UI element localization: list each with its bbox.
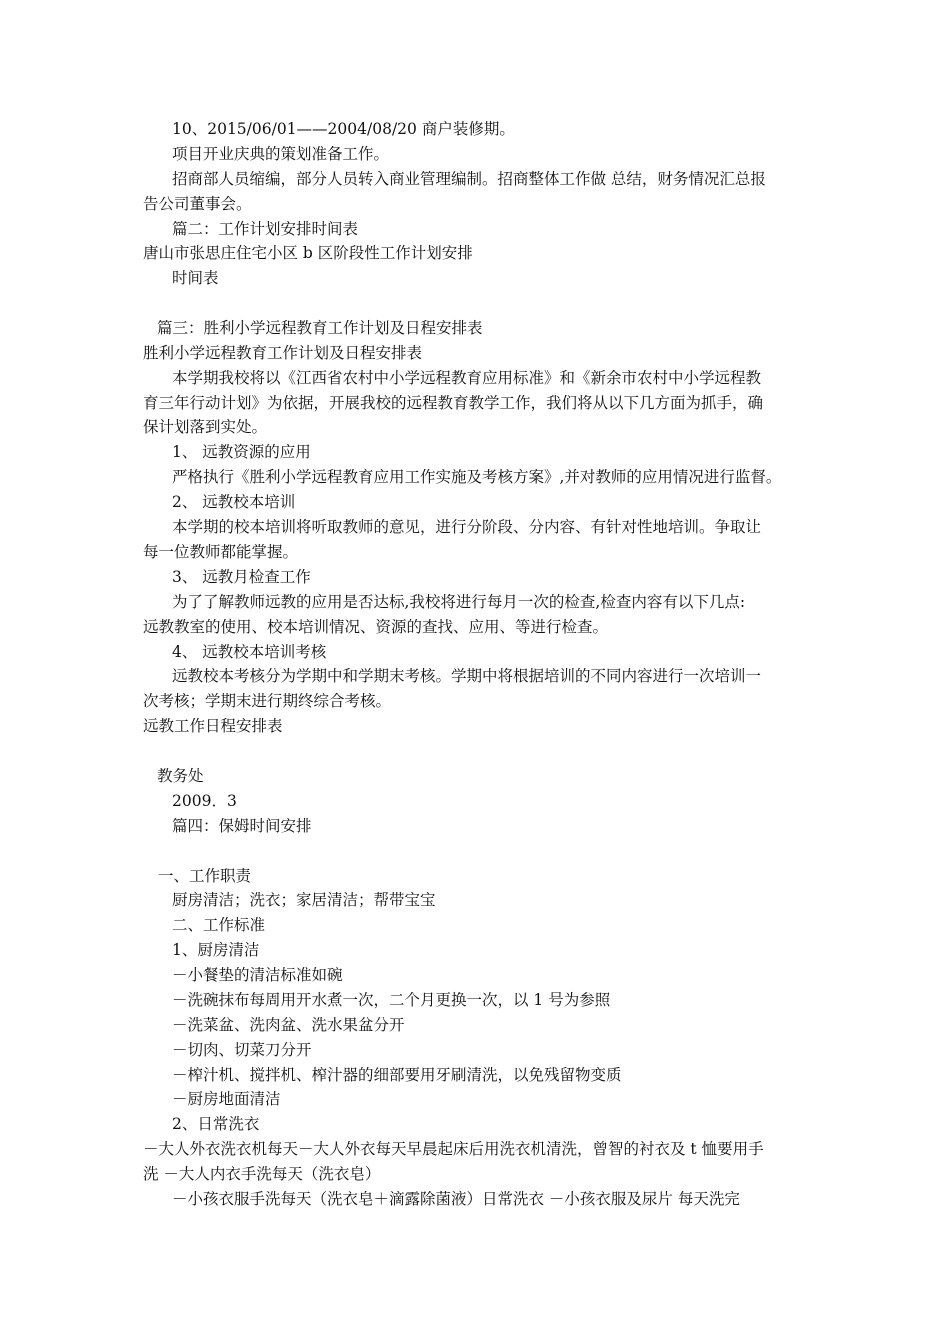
- list-item: －榨汁机、搅拌机、榨汁器的细部要用牙刷清洗，以免残留物变质: [172, 1066, 622, 1084]
- text-line: 2、日常洗衣: [172, 1115, 260, 1133]
- text-line: 本学期的校本培训将听取教师的意见，进行分阶段、分内容、有针对性地培训。争取让: [172, 518, 762, 536]
- text-line: 保计划落到实处。: [143, 418, 268, 436]
- list-item: －洗碗抹布每周用开水煮一次，二个月更换一次，以 1 号为参照: [172, 991, 611, 1009]
- list-item: －厨房地面清洁: [172, 1090, 281, 1108]
- list-item: 2、 远教校本培训: [172, 493, 296, 511]
- text-line: 教务处: [157, 767, 204, 785]
- list-item: 1、 远教资源的应用: [172, 443, 311, 461]
- text-line: 2009．3: [172, 792, 237, 810]
- text-line: －小孩衣服手洗每天（洗衣皂＋滴露除菌液）日常洗衣 －小孩衣服及尿片 每天洗完: [172, 1190, 740, 1208]
- text-line: 远教校本考核分为学期中和学期末考核。学期中将根据培训的不同内容进行一次培训一: [172, 667, 762, 685]
- text-line: 一、工作职责: [158, 867, 252, 885]
- text-line: 育三年行动计划》为依据，开展我校的远程教育教学工作，我们将从以下几方面为抓手，确: [143, 394, 764, 412]
- text-line: 为了了解教师远教的应用是否达标,我校将进行每月一次的检查,检查内容有以下几点:: [172, 593, 746, 611]
- text-line: 10、2015/06/01——2004/08/20 商户装修期。: [172, 120, 515, 138]
- text-line: 项目开业庆典的策划准备工作。: [172, 145, 390, 163]
- text-line: 每一位教师都能掌握。: [143, 543, 299, 561]
- text-line: 二、工作标准: [172, 916, 266, 934]
- text-line: 时间表: [172, 269, 219, 287]
- section-heading: 篇二：工作计划安排时间表: [172, 220, 359, 238]
- text-line: 次考核；学期末进行期终综合考核。: [143, 692, 392, 710]
- text-line: －大人外衣洗衣机每天－大人外衣每天早晨起床后用洗衣机清洗，曾智的衬衣及 t 恤要用手: [143, 1140, 764, 1158]
- text-line: 厨房清洁；洗衣；家居清洁；帮带宝宝: [172, 891, 436, 909]
- text-line: 1、厨房清洁: [172, 941, 260, 959]
- list-item: －切肉、切菜刀分开: [172, 1041, 312, 1059]
- text-line: 胜利小学远程教育工作计划及日程安排表: [143, 344, 423, 362]
- list-item: －小餐垫的清洁标准如碗: [172, 966, 343, 984]
- text-line: 唐山市张思庄住宅小区 b 区阶段性工作计划安排: [143, 244, 473, 262]
- text-line: 洗 －大人内衣手洗每天（洗衣皂）: [143, 1165, 381, 1183]
- text-line: 告公司董事会。: [143, 195, 252, 213]
- text-line: 严格执行《胜利小学远程教育应用工作实施及考核方案》,并对教师的应用情况进行监督。: [172, 468, 782, 486]
- section-heading: 篇四：保姆时间安排: [172, 817, 312, 835]
- text-line: 招商部人员缩编，部分人员转入商业管理编制。招商整体工作做 总结，财务情况汇总报: [172, 170, 766, 188]
- list-item: 3、 远教月检查工作: [172, 568, 311, 586]
- list-item: －洗菜盆、洗肉盆、洗水果盆分开: [172, 1016, 405, 1034]
- text-line: 远教工作日程安排表: [143, 717, 283, 735]
- text-line: 本学期我校将以《江西省农村中小学远程教育应用标准》和《新余市农村中小学远程教: [172, 369, 762, 387]
- list-item: 4、 远教校本培训考核: [172, 643, 327, 661]
- text-line: 远教教室的使用、校本培训情况、资源的查找、应用、等进行检查。: [143, 618, 609, 636]
- section-heading: 篇三：胜利小学远程教育工作计划及日程安排表: [157, 319, 483, 337]
